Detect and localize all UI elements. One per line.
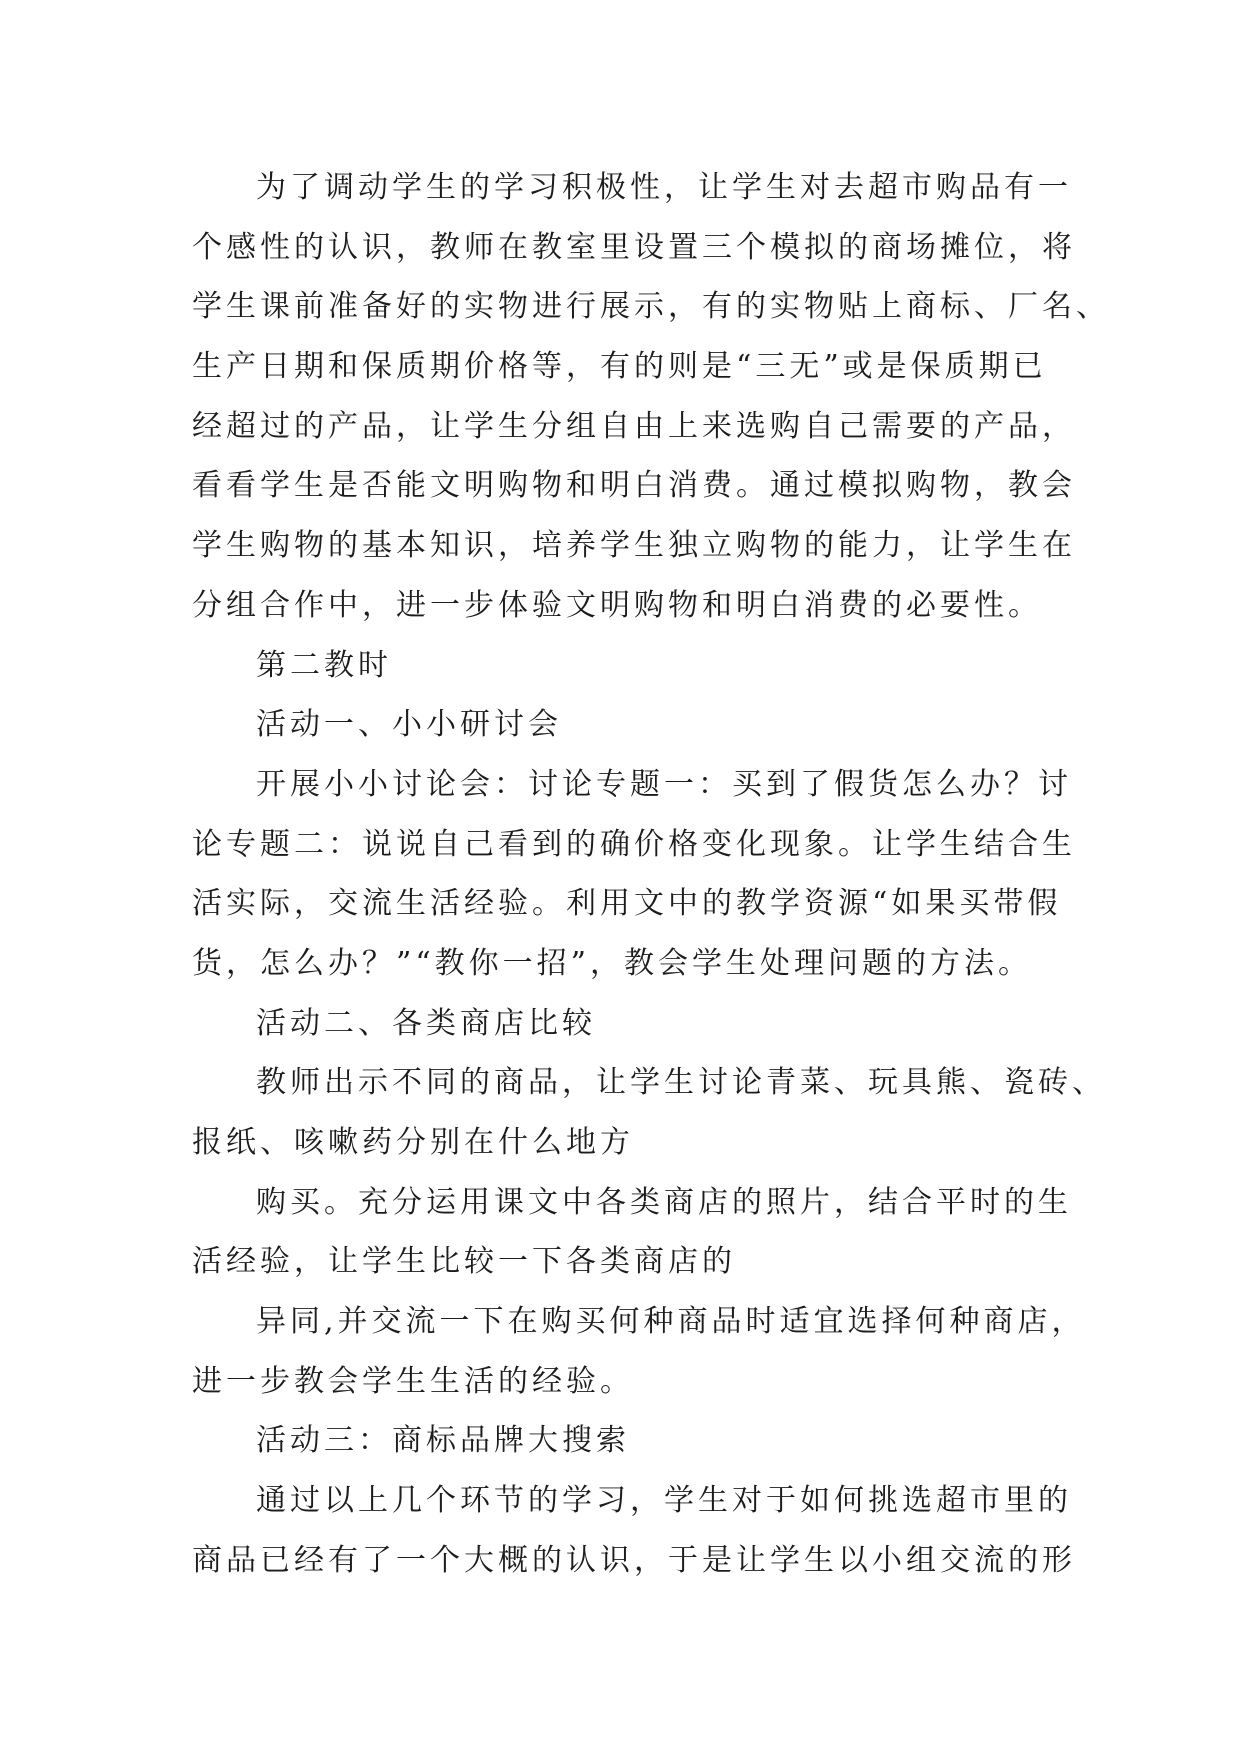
text-line: 论专题二：说说自己看到的确价格变化现象。让学生结合生 bbox=[192, 826, 1076, 862]
text-line: 教师出示不同的商品，让学生讨论青菜、玩具熊、瓷砖、 bbox=[256, 1065, 1106, 1101]
text-line: 购买。充分运用课文中各类商店的照片，结合平时的生 bbox=[256, 1184, 1072, 1220]
text-line: 为了调动学生的学习积极性，让学生对去超市购品有一 bbox=[256, 170, 1072, 205]
text-line: 分组合作中，进一步体验文明购物和明白消费的必要性。 bbox=[192, 587, 1042, 623]
text-line: 活动二、各类商店比较 bbox=[256, 1005, 596, 1041]
text-line: 活实际，交流生活经验。利用文中的教学资源“如果买带假 bbox=[192, 886, 1062, 922]
text-line: 个感性的认识，教师在教室里设置三个模拟的商场摊位，将 bbox=[192, 229, 1076, 265]
text-line: 第二教时 bbox=[256, 647, 392, 683]
document-body bbox=[192, 158, 1110, 1591]
text-line: 学生课前准备好的实物进行展示，有的实物贴上商标、厂名、 bbox=[192, 289, 1110, 325]
text-line: 学生购物的基本知识，培养学生独立购物的能力，让学生在 bbox=[192, 528, 1076, 564]
text-line: 开展小小讨论会：讨论专题一：买到了假货怎么办？讨 bbox=[256, 766, 1072, 802]
text-line: 经超过的产品，让学生分组自由上来选购自己需要的产品， bbox=[192, 408, 1076, 444]
text-line: 活动三：商标品牌大搜索 bbox=[256, 1423, 630, 1459]
text-line: 活经验，让学生比较一下各类商店的 bbox=[192, 1244, 736, 1280]
text-line: 通过以上几个环节的学习，学生对于如何挑选超市里的 bbox=[256, 1483, 1072, 1519]
text-line: 商品已经有了一个大概的认识，于是让学生以小组交流的形 bbox=[192, 1542, 1076, 1578]
text-line: 异同,并交流一下在购买何种商品时适宜选择何种商店， bbox=[256, 1304, 1086, 1340]
text-line: 货，怎么办？”“教你一招”，教会学生处理问题的方法。 bbox=[192, 945, 1033, 981]
text-line: 活动一、小小研讨会 bbox=[256, 707, 562, 743]
text-line: 进一步教会学生生活的经验。 bbox=[192, 1363, 634, 1399]
text-line: 生产日期和保质期价格等，有的则是“三无”或是保质期已 bbox=[192, 349, 1047, 385]
text-line: 看看学生是否能文明购物和明白消费。通过模拟购物，教会 bbox=[192, 468, 1076, 504]
text-line: 报纸、咳嗽药分别在什么地方 bbox=[192, 1125, 634, 1160]
